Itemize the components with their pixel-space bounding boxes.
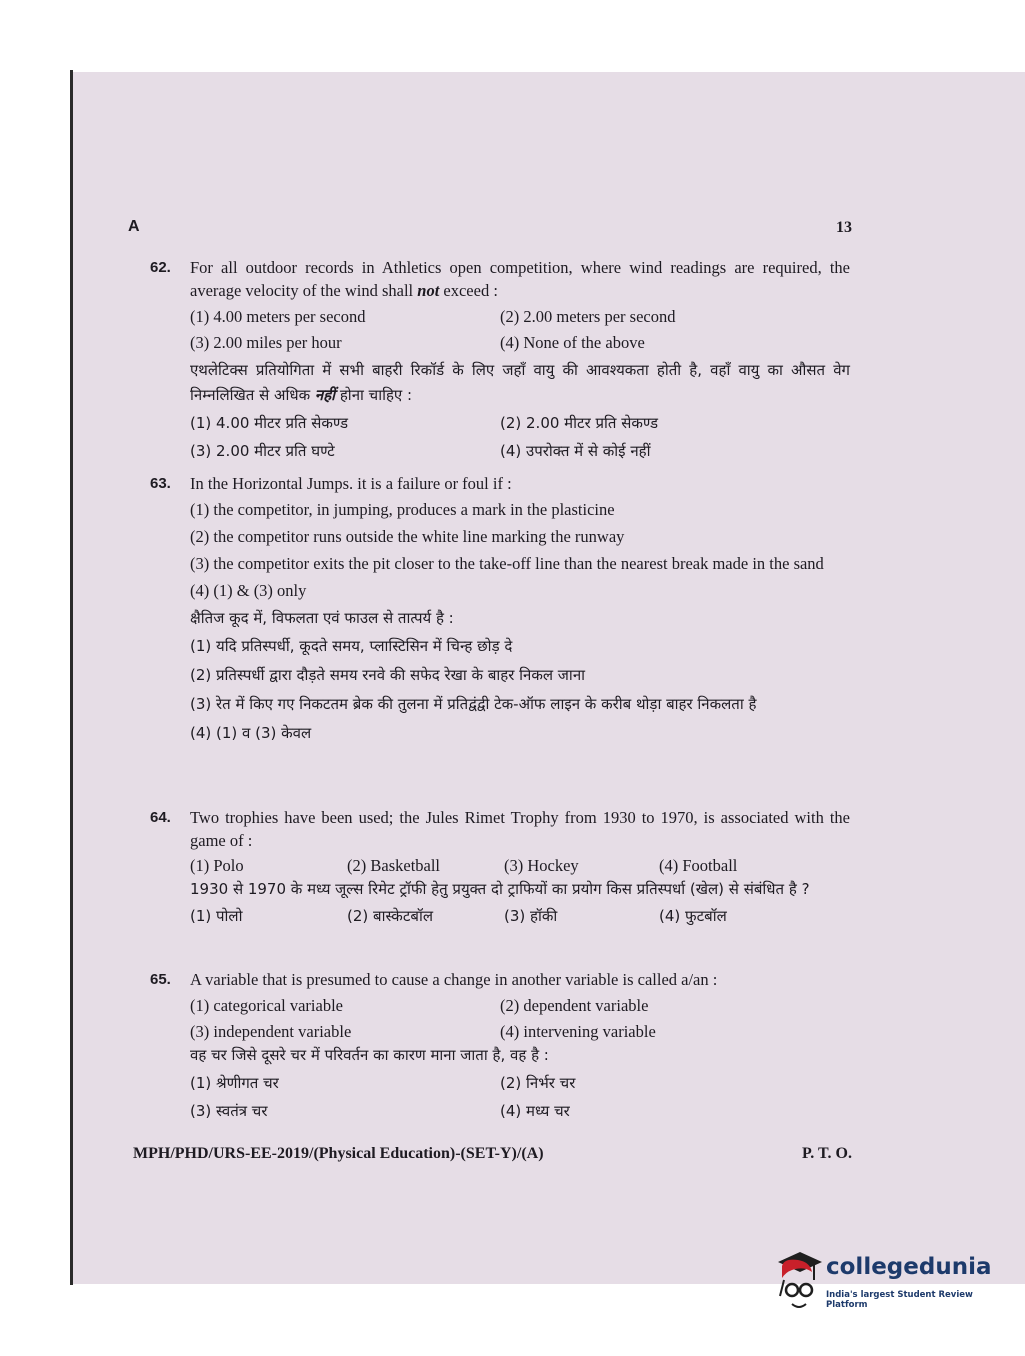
options-en — [190, 305, 850, 354]
option: (2) प्रतिस्पर्धी द्वारा दौड़ते समय रनवे की सफेद रेखा के बाहर निकल जाना — [190, 666, 586, 684]
options-hi — [190, 411, 850, 464]
option: (2) the competitor runs outside the white line marking the runway — [190, 527, 625, 546]
question-stem-hi: एथलेटिक्स प्रतियोगिता में सभी बाहरी रिकॉर्ड के लिए जहाँ वायु की आवश्यकता होती है, वहाँ वायु का औसत वेग निम्नलिखित से अधिक नहीं होना चाहिए : — [190, 361, 850, 404]
question-number: 65. — [150, 971, 171, 988]
option: (4) None of the above — [500, 333, 645, 352]
options-en — [190, 498, 850, 602]
options-hi — [190, 1071, 850, 1124]
question-number: 64. — [150, 809, 171, 826]
option: (4) मध्य चर — [500, 1102, 570, 1120]
question-stem-hi: 1930 से 1970 के मध्य जूल्स रिमेट ट्रॉफी हेतु प्रयुक्त दो ट्राफियों का प्रयोग किस प्रतिस्पर्धा (खेल) से संबंधित है ? — [190, 880, 810, 898]
option: (4) फुटबॉल — [659, 907, 727, 925]
collegedunia-watermark — [770, 1250, 1000, 1320]
page-number: 13 — [836, 219, 852, 236]
option: (1) यदि प्रतिस्पर्धी, कूदते समय, प्लास्टिसिन में चिन्ह छोड़ दे — [190, 637, 513, 655]
option: (3) 2.00 मीटर प्रति घण्टे — [190, 442, 335, 460]
brand-tagline: India's largest Student Review Platform — [826, 1290, 973, 1310]
option: (4) intervening variable — [500, 1022, 656, 1041]
option: (3) हॉकी — [504, 907, 558, 925]
option: (1) 4.00 meters per second — [190, 307, 366, 326]
option: (4) उपरोक्त में से कोई नहीं — [500, 442, 651, 460]
question-stem-en: For all outdoor records in Athletics open competition, where wind readings are required, the average velocity of the wind shall not exceed : — [190, 258, 850, 300]
options-en — [190, 854, 850, 877]
question-63 — [150, 472, 850, 750]
question-number: 62. — [150, 259, 171, 276]
option: (4) (1) व (3) केवल — [190, 724, 312, 742]
question-number: 63. — [150, 475, 171, 492]
option: (1) श्रेणीगत चर — [190, 1074, 279, 1092]
option: (1) पोलो — [190, 907, 243, 925]
options-hi — [190, 904, 850, 929]
option: (2) dependent variable — [500, 996, 649, 1015]
question-stem-hi: वह चर जिसे दूसरे चर में परिवर्तन का कारण माना जाता है, वह है : — [190, 1046, 549, 1064]
option: (2) 2.00 मीटर प्रति सेकण्ड — [500, 414, 659, 432]
collegedunia-logo-icon — [770, 1250, 826, 1320]
option: (1) the competitor, in jumping, produces a mark in the plasticine — [190, 500, 615, 519]
options-en — [190, 994, 850, 1043]
option: (4) (1) & (3) only — [190, 581, 307, 600]
option: (2) 2.00 meters per second — [500, 307, 676, 326]
option: (3) independent variable — [190, 1022, 352, 1041]
option: (3) Hockey — [504, 856, 579, 875]
option: (2) निर्भर चर — [500, 1074, 576, 1092]
question-stem-en: Two trophies have been used; the Jules Rimet Trophy from 1930 to 1970, is associated with the game of : — [190, 808, 850, 850]
option: (1) categorical variable — [190, 996, 343, 1015]
option: (1) 4.00 मीटर प्रति सेकण्ड — [190, 414, 349, 432]
options-hi — [190, 634, 850, 746]
option: (3) रेत में किए गए निकटतम ब्रेक की तुलना में प्रतिद्वंद्वी टेक-ऑफ लाइन के करीब थोड़ा बाहर निकलता है — [190, 695, 757, 713]
option: (3) स्वतंत्र चर — [190, 1102, 268, 1120]
option: (4) Football — [659, 856, 738, 875]
option: (2) Basketball — [347, 856, 441, 875]
emphasis-word: not — [417, 281, 440, 300]
question-stem-en: A variable that is presumed to cause a change in another variable is called a/an : — [190, 970, 718, 989]
question-stem-hi: क्षैतिज कूद में, विफलता एवं फाउल से तात्पर्य है : — [190, 609, 454, 627]
set-letter: A — [128, 218, 140, 235]
option: (3) the competitor exits the pit closer to the take-off line than the nearest break made in the sand — [190, 554, 824, 573]
brand-name: collegedunia — [826, 1254, 992, 1280]
question-64 — [150, 806, 850, 929]
option: (3) 2.00 miles per hour — [190, 333, 342, 352]
question-62 — [150, 256, 850, 464]
paper-code: MPH/PHD/URS-EE-2019/(Physical Education)-(SET-Y)/(A) — [133, 1145, 544, 1162]
option: (2) बास्केटबॉल — [347, 907, 434, 925]
option: (1) Polo — [190, 856, 244, 875]
question-stem-en: In the Horizontal Jumps. it is a failure or foul if : — [190, 474, 512, 493]
question-65 — [150, 968, 850, 1124]
emphasis-word-hi: नहीं — [314, 386, 336, 404]
pto-label: P. T. O. — [802, 1145, 852, 1162]
